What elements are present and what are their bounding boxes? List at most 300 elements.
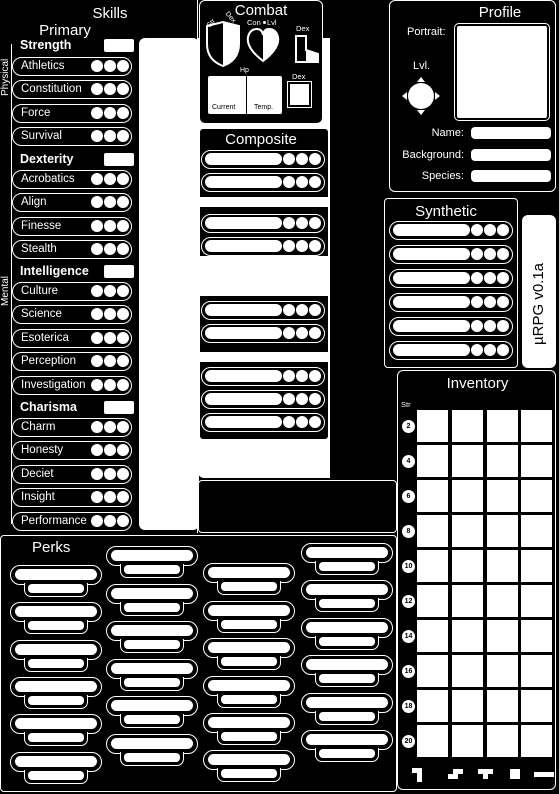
perk-slot[interactable] bbox=[301, 580, 393, 614]
skill-rank-dot[interactable] bbox=[104, 468, 116, 480]
perk-detail-field[interactable] bbox=[124, 565, 180, 574]
inventory-cell[interactable] bbox=[417, 690, 448, 722]
composite-slot[interactable] bbox=[201, 237, 325, 256]
perk-name-field[interactable] bbox=[208, 567, 290, 578]
skill-row-align bbox=[12, 193, 132, 212]
composite-rank-dot[interactable] bbox=[296, 416, 308, 428]
str-row-marker: 2 bbox=[402, 420, 415, 433]
synthetic-rank-dot[interactable] bbox=[471, 272, 483, 284]
composite-dots bbox=[283, 370, 321, 382]
inventory-cell[interactable] bbox=[487, 445, 518, 477]
skill-rank-dot[interactable] bbox=[104, 173, 116, 185]
composite-rank-dot[interactable] bbox=[309, 416, 321, 428]
synthetic-rank-dot[interactable] bbox=[497, 296, 509, 308]
perk-name-field[interactable] bbox=[208, 642, 290, 653]
composite-field[interactable] bbox=[205, 240, 282, 252]
composite-field[interactable] bbox=[205, 416, 282, 428]
synthetic-slot[interactable] bbox=[389, 269, 513, 288]
composite-field[interactable] bbox=[205, 176, 282, 188]
skill-rank-dot[interactable] bbox=[117, 243, 129, 255]
synthetic-slot[interactable] bbox=[389, 221, 513, 240]
perk-slot[interactable] bbox=[203, 676, 295, 710]
skill-rank-dot[interactable] bbox=[91, 355, 103, 367]
synthetic-slot[interactable] bbox=[389, 317, 513, 336]
inventory-cell[interactable] bbox=[452, 410, 483, 442]
perk-detail-field[interactable] bbox=[124, 678, 180, 687]
inventory-cell[interactable] bbox=[521, 515, 552, 547]
skill-row-perception bbox=[12, 352, 132, 371]
perk-name-field[interactable] bbox=[306, 659, 388, 670]
inventory-cell[interactable] bbox=[417, 655, 448, 687]
skill-rank-dot[interactable] bbox=[117, 355, 129, 367]
skill-dots bbox=[91, 421, 129, 433]
skill-dots bbox=[91, 468, 129, 480]
composite-rank-dot[interactable] bbox=[296, 304, 308, 316]
perk-name-frame bbox=[301, 618, 393, 638]
boot-icon bbox=[288, 34, 320, 64]
composite-rank-dot[interactable] bbox=[309, 217, 321, 229]
perk-name-frame bbox=[203, 713, 295, 733]
attribute-charisma-score[interactable] bbox=[104, 401, 134, 414]
species-field[interactable] bbox=[471, 170, 551, 182]
inventory-cell[interactable] bbox=[521, 550, 552, 582]
attribute-intelligence-score[interactable] bbox=[104, 265, 134, 278]
perk-name-field[interactable] bbox=[111, 550, 193, 561]
str-row-marker: 20 bbox=[402, 735, 415, 748]
composite-rank-dot[interactable] bbox=[283, 393, 295, 405]
composite-slot[interactable] bbox=[201, 173, 325, 192]
skill-rank-dot[interactable] bbox=[117, 285, 129, 297]
skill-rank-dot[interactable] bbox=[91, 220, 103, 232]
perk-name-frame bbox=[301, 580, 393, 600]
skill-rank-dot[interactable] bbox=[104, 60, 116, 72]
skill-rank-dot[interactable] bbox=[91, 130, 103, 142]
skill-rank-dot[interactable] bbox=[104, 491, 116, 503]
synthetic-rank-dot[interactable] bbox=[484, 296, 496, 308]
skill-dots bbox=[91, 285, 129, 297]
composite-field[interactable] bbox=[205, 370, 282, 382]
perk-detail-field[interactable] bbox=[221, 695, 277, 704]
perk-slot[interactable] bbox=[106, 584, 198, 618]
synthetic-rank-dot[interactable] bbox=[497, 248, 509, 260]
inventory-cell[interactable] bbox=[487, 480, 518, 512]
perk-detail-field[interactable] bbox=[124, 715, 180, 724]
skill-rank-dot[interactable] bbox=[91, 421, 103, 433]
profile-title: Profile bbox=[478, 4, 522, 21]
composite-rank-dot[interactable] bbox=[283, 327, 295, 339]
skill-rank-dot[interactable] bbox=[117, 491, 129, 503]
perk-detail-field[interactable] bbox=[28, 696, 84, 705]
synthetic-field[interactable] bbox=[393, 272, 470, 284]
composite-rank-dot[interactable] bbox=[309, 304, 321, 316]
perk-name-frame bbox=[10, 602, 102, 622]
inventory-cell[interactable] bbox=[521, 620, 552, 652]
composite-rank-dot[interactable] bbox=[296, 176, 308, 188]
skill-rank-dot[interactable] bbox=[104, 379, 116, 391]
perk-name-field[interactable] bbox=[208, 717, 290, 728]
synthetic-rank-dot[interactable] bbox=[471, 320, 483, 332]
skill-label: Charm bbox=[21, 421, 56, 433]
composite-dots bbox=[283, 240, 321, 252]
synthetic-rank-dot[interactable] bbox=[471, 344, 483, 356]
composite-rank-dot[interactable] bbox=[296, 153, 308, 165]
inventory-cell[interactable] bbox=[487, 585, 518, 617]
composite-slot[interactable] bbox=[201, 413, 325, 432]
inventory-cell[interactable] bbox=[417, 445, 448, 477]
perk-detail-field[interactable] bbox=[221, 620, 277, 629]
composite-rank-dot[interactable] bbox=[296, 370, 308, 382]
skill-rank-dot[interactable] bbox=[117, 421, 129, 433]
composite-rank-dot[interactable] bbox=[296, 327, 308, 339]
perk-name-field[interactable] bbox=[306, 734, 388, 745]
composite-dots bbox=[283, 393, 321, 405]
perk-detail-field[interactable] bbox=[221, 732, 277, 741]
inventory-cell[interactable] bbox=[521, 725, 552, 757]
composite-field[interactable] bbox=[205, 327, 282, 339]
composite-rank-dot[interactable] bbox=[283, 217, 295, 229]
perk-slot[interactable] bbox=[106, 734, 198, 768]
composite-rank-dot[interactable] bbox=[283, 240, 295, 252]
skill-row-survival bbox=[12, 127, 132, 146]
portrait-box[interactable] bbox=[455, 24, 549, 120]
skill-rank-dot[interactable] bbox=[104, 107, 116, 119]
background-field[interactable] bbox=[471, 149, 551, 161]
perk-slot[interactable] bbox=[10, 640, 102, 674]
perk-slot[interactable] bbox=[301, 543, 393, 577]
composite-rank-dot[interactable] bbox=[309, 327, 321, 339]
inventory-cell[interactable] bbox=[487, 550, 518, 582]
inventory-cell[interactable] bbox=[417, 620, 448, 652]
dex-box bbox=[287, 81, 312, 108]
skill-rank-dot[interactable] bbox=[117, 196, 129, 208]
perk-detail-field[interactable] bbox=[319, 749, 375, 758]
perk-slot[interactable] bbox=[301, 693, 393, 727]
inventory-cell[interactable] bbox=[521, 690, 552, 722]
skill-label: Performance bbox=[21, 514, 87, 527]
skill-rank-dot[interactable] bbox=[117, 220, 129, 232]
perk-detail-field[interactable] bbox=[319, 562, 375, 571]
perk-detail-field[interactable] bbox=[28, 584, 84, 593]
str-row-marker: 10 bbox=[402, 560, 415, 573]
inventory-cell[interactable] bbox=[452, 480, 483, 512]
inventory-cell[interactable] bbox=[487, 725, 518, 757]
skill-rank-dot[interactable] bbox=[117, 60, 129, 72]
perk-detail-frame bbox=[120, 677, 184, 691]
perk-detail-field[interactable] bbox=[124, 640, 180, 649]
skill-rank-dot[interactable] bbox=[104, 220, 116, 232]
perk-name-field[interactable] bbox=[208, 605, 290, 616]
inventory-cell[interactable] bbox=[417, 515, 448, 547]
skill-rank-dot[interactable] bbox=[91, 285, 103, 297]
skill-rank-dot[interactable] bbox=[104, 130, 116, 142]
inventory-cell[interactable] bbox=[487, 620, 518, 652]
skill-rank-dot[interactable] bbox=[117, 308, 129, 320]
synthetic-field[interactable] bbox=[393, 224, 470, 236]
composite-field[interactable] bbox=[205, 393, 282, 405]
composite-field[interactable] bbox=[205, 304, 282, 316]
composite-rank-dot[interactable] bbox=[309, 240, 321, 252]
synthetic-rank-dot[interactable] bbox=[484, 320, 496, 332]
perk-name-field[interactable] bbox=[111, 588, 193, 599]
perk-name-field[interactable] bbox=[208, 680, 290, 691]
composite-rank-dot[interactable] bbox=[283, 153, 295, 165]
perk-slot[interactable] bbox=[203, 713, 295, 747]
skill-dots bbox=[91, 196, 129, 208]
skill-rank-dot[interactable] bbox=[91, 379, 103, 391]
perk-name-frame bbox=[203, 563, 295, 583]
synthetic-rank-dot[interactable] bbox=[497, 320, 509, 332]
inventory-cell[interactable] bbox=[417, 585, 448, 617]
perk-detail-field[interactable] bbox=[124, 603, 180, 612]
perk-slot[interactable] bbox=[203, 563, 295, 597]
perk-name-frame bbox=[203, 750, 295, 770]
composite-slot[interactable] bbox=[201, 301, 325, 320]
skill-rank-dot[interactable] bbox=[104, 308, 116, 320]
skill-label: Deciet bbox=[21, 467, 54, 480]
perk-detail-field[interactable] bbox=[28, 771, 84, 780]
perk-name-frame bbox=[10, 640, 102, 660]
composite-rank-dot[interactable] bbox=[296, 217, 308, 229]
perk-slot[interactable] bbox=[106, 659, 198, 693]
skill-rank-dot[interactable] bbox=[91, 491, 103, 503]
name-field[interactable] bbox=[471, 127, 551, 139]
perk-name-field[interactable] bbox=[15, 606, 97, 617]
inventory-cell[interactable] bbox=[521, 655, 552, 687]
skill-rank-dot[interactable] bbox=[91, 196, 103, 208]
perk-slot[interactable] bbox=[10, 752, 102, 786]
portrait-label: Portrait: bbox=[407, 26, 446, 38]
perk-slot[interactable] bbox=[203, 601, 295, 635]
perk-name-field[interactable] bbox=[15, 681, 97, 692]
perk-name-field[interactable] bbox=[306, 697, 388, 708]
synthetic-rank-dot[interactable] bbox=[484, 344, 496, 356]
skill-dots bbox=[91, 332, 129, 344]
background-label: Background: bbox=[402, 149, 464, 161]
perk-name-field[interactable] bbox=[15, 756, 97, 767]
synthetic-rank-dot[interactable] bbox=[497, 224, 509, 236]
skill-label: Science bbox=[21, 308, 62, 321]
synthetic-rank-dot[interactable] bbox=[471, 248, 483, 260]
skill-rank-dot[interactable] bbox=[117, 515, 129, 527]
perk-slot[interactable] bbox=[301, 655, 393, 689]
synthetic-rank-dot[interactable] bbox=[471, 296, 483, 308]
perk-name-field[interactable] bbox=[111, 625, 193, 636]
synthetic-slot[interactable] bbox=[389, 293, 513, 312]
perk-slot[interactable] bbox=[301, 618, 393, 652]
perk-slot[interactable] bbox=[203, 638, 295, 672]
perk-detail-frame bbox=[315, 673, 379, 687]
perk-name-field[interactable] bbox=[208, 754, 290, 765]
inventory-cell[interactable] bbox=[487, 410, 518, 442]
composite-rank-dot[interactable] bbox=[309, 370, 321, 382]
composite-rank-dot[interactable] bbox=[283, 370, 295, 382]
composite-field[interactable] bbox=[205, 217, 282, 229]
skill-rank-dot[interactable] bbox=[91, 83, 103, 95]
perk-slot[interactable] bbox=[10, 602, 102, 636]
skill-rank-dot[interactable] bbox=[117, 332, 129, 344]
perk-detail-field[interactable] bbox=[319, 637, 375, 646]
composite-rank-dot[interactable] bbox=[283, 416, 295, 428]
skill-rank-dot[interactable] bbox=[104, 243, 116, 255]
inventory-cell[interactable] bbox=[487, 515, 518, 547]
skill-rank-dot[interactable] bbox=[117, 444, 129, 456]
synthetic-rank-dot[interactable] bbox=[471, 224, 483, 236]
perk-slot[interactable] bbox=[203, 750, 295, 784]
skill-rank-dot[interactable] bbox=[104, 355, 116, 367]
perk-detail-field[interactable] bbox=[124, 753, 180, 762]
synthetic-field[interactable] bbox=[393, 296, 470, 308]
combat-title: Combat bbox=[234, 2, 288, 19]
skill-rank-dot[interactable] bbox=[91, 60, 103, 72]
composite-rank-dot[interactable] bbox=[309, 393, 321, 405]
skill-dots bbox=[91, 83, 129, 95]
skill-label: Athletics bbox=[21, 60, 65, 72]
attribute-dexterity-score[interactable] bbox=[104, 153, 134, 166]
composite-rank-dot[interactable] bbox=[309, 176, 321, 188]
skill-rank-dot[interactable] bbox=[91, 468, 103, 480]
skill-rank-dot[interactable] bbox=[91, 515, 103, 527]
inventory-cell[interactable] bbox=[452, 515, 483, 547]
skill-dots bbox=[91, 355, 129, 367]
perk-slot[interactable] bbox=[106, 621, 198, 655]
perk-slot[interactable] bbox=[10, 714, 102, 748]
composite-slot[interactable] bbox=[201, 324, 325, 343]
composite-rank-dot[interactable] bbox=[283, 304, 295, 316]
skill-rank-dot[interactable] bbox=[104, 196, 116, 208]
synthetic-rank-dot[interactable] bbox=[484, 224, 496, 236]
skill-label: Acrobatics bbox=[21, 173, 75, 185]
perk-slot[interactable] bbox=[10, 565, 102, 599]
str-row-marker: 6 bbox=[402, 490, 415, 503]
inventory-cell[interactable] bbox=[452, 725, 483, 757]
synthetic-slot[interactable] bbox=[389, 341, 513, 360]
composite-slot[interactable] bbox=[201, 390, 325, 409]
skill-rank-dot[interactable] bbox=[104, 83, 116, 95]
skill-rank-dot[interactable] bbox=[91, 444, 103, 456]
skill-rank-dot[interactable] bbox=[117, 83, 129, 95]
skill-dots bbox=[91, 308, 129, 320]
mental-label: Mental bbox=[0, 275, 11, 306]
inventory-cell[interactable] bbox=[487, 655, 518, 687]
perk-detail-field[interactable] bbox=[221, 582, 277, 591]
perk-name-frame bbox=[106, 621, 198, 641]
skill-rank-dot[interactable] bbox=[117, 107, 129, 119]
perk-name-field[interactable] bbox=[15, 569, 97, 580]
attribute-strength-label: Strength bbox=[20, 38, 72, 52]
skill-rank-dot[interactable] bbox=[91, 173, 103, 185]
inventory-cell[interactable] bbox=[521, 480, 552, 512]
skill-rank-dot[interactable] bbox=[117, 173, 129, 185]
skill-row-deciet bbox=[12, 465, 132, 484]
inventory-cell[interactable] bbox=[452, 550, 483, 582]
attribute-strength-score[interactable] bbox=[104, 39, 134, 52]
perk-slot[interactable] bbox=[106, 546, 198, 580]
composite-slot[interactable] bbox=[201, 367, 325, 386]
inventory-cell[interactable] bbox=[417, 550, 448, 582]
skill-rank-dot[interactable] bbox=[91, 107, 103, 119]
composite-field[interactable] bbox=[205, 153, 282, 165]
perk-detail-field[interactable] bbox=[319, 674, 375, 683]
perk-name-field[interactable] bbox=[306, 584, 388, 595]
perk-name-field[interactable] bbox=[111, 700, 193, 711]
skill-rank-dot[interactable] bbox=[104, 444, 116, 456]
composite-rank-dot[interactable] bbox=[283, 176, 295, 188]
synthetic-field[interactable] bbox=[393, 248, 470, 260]
synthetic-rank-dot[interactable] bbox=[484, 272, 496, 284]
skill-rank-dot[interactable] bbox=[91, 243, 103, 255]
inventory-cell[interactable] bbox=[521, 445, 552, 477]
skill-rank-dot[interactable] bbox=[117, 379, 129, 391]
inventory-cell[interactable] bbox=[452, 585, 483, 617]
perk-name-field[interactable] bbox=[306, 547, 388, 558]
skill-label: Insight bbox=[21, 491, 55, 504]
inventory-cell[interactable] bbox=[521, 410, 552, 442]
skill-rank-dot[interactable] bbox=[117, 130, 129, 142]
synthetic-rank-dot[interactable] bbox=[497, 272, 509, 284]
perk-name-field[interactable] bbox=[306, 622, 388, 633]
skill-rank-dot[interactable] bbox=[104, 285, 116, 297]
perk-name-field[interactable] bbox=[15, 718, 97, 729]
perk-detail-field[interactable] bbox=[28, 659, 84, 668]
skill-label: Force bbox=[21, 106, 51, 119]
inventory-cell[interactable] bbox=[417, 480, 448, 512]
inventory-cell[interactable] bbox=[452, 445, 483, 477]
composite-slot[interactable] bbox=[201, 150, 325, 169]
str-row-marker: 4 bbox=[402, 455, 415, 468]
synthetic-slot[interactable] bbox=[389, 245, 513, 264]
perk-slot[interactable] bbox=[301, 730, 393, 764]
inventory-cell[interactable] bbox=[417, 410, 448, 442]
inventory-cell[interactable] bbox=[417, 725, 448, 757]
perk-name-field[interactable] bbox=[111, 663, 193, 674]
perk-detail-field[interactable] bbox=[319, 712, 375, 721]
perk-detail-field[interactable] bbox=[28, 733, 84, 742]
perk-detail-field[interactable] bbox=[28, 621, 84, 630]
skill-rank-dot[interactable] bbox=[104, 332, 116, 344]
composite-slot[interactable] bbox=[201, 214, 325, 233]
perk-detail-field[interactable] bbox=[221, 769, 277, 778]
skill-rank-dot[interactable] bbox=[117, 468, 129, 480]
skill-row-finesse bbox=[12, 217, 132, 236]
perk-name-field[interactable] bbox=[15, 644, 97, 655]
inventory-cell[interactable] bbox=[452, 655, 483, 687]
perk-detail-field[interactable] bbox=[221, 657, 277, 666]
skill-row-honesty bbox=[12, 441, 132, 460]
composite-rank-dot[interactable] bbox=[296, 393, 308, 405]
inventory-cell[interactable] bbox=[452, 620, 483, 652]
synthetic-field[interactable] bbox=[393, 320, 470, 332]
inventory-cell[interactable] bbox=[487, 690, 518, 722]
perk-detail-field[interactable] bbox=[319, 599, 375, 608]
synthetic-field[interactable] bbox=[393, 344, 470, 356]
perk-detail-frame bbox=[24, 583, 88, 597]
inventory-cell[interactable] bbox=[521, 585, 552, 617]
skill-rank-dot[interactable] bbox=[104, 421, 116, 433]
synthetic-rank-dot[interactable] bbox=[484, 248, 496, 260]
skill-rank-dot[interactable] bbox=[91, 308, 103, 320]
inventory-cell[interactable] bbox=[452, 690, 483, 722]
perk-name-field[interactable] bbox=[111, 738, 193, 749]
skill-rank-dot[interactable] bbox=[91, 332, 103, 344]
perk-detail-frame bbox=[217, 581, 281, 595]
synthetic-rank-dot[interactable] bbox=[497, 344, 509, 356]
skill-rank-dot[interactable] bbox=[104, 515, 116, 527]
composite-dots bbox=[283, 304, 321, 316]
composite-rank-dot[interactable] bbox=[296, 240, 308, 252]
perk-slot[interactable] bbox=[10, 677, 102, 711]
perk-slot[interactable] bbox=[106, 696, 198, 730]
composite-rank-dot[interactable] bbox=[309, 153, 321, 165]
